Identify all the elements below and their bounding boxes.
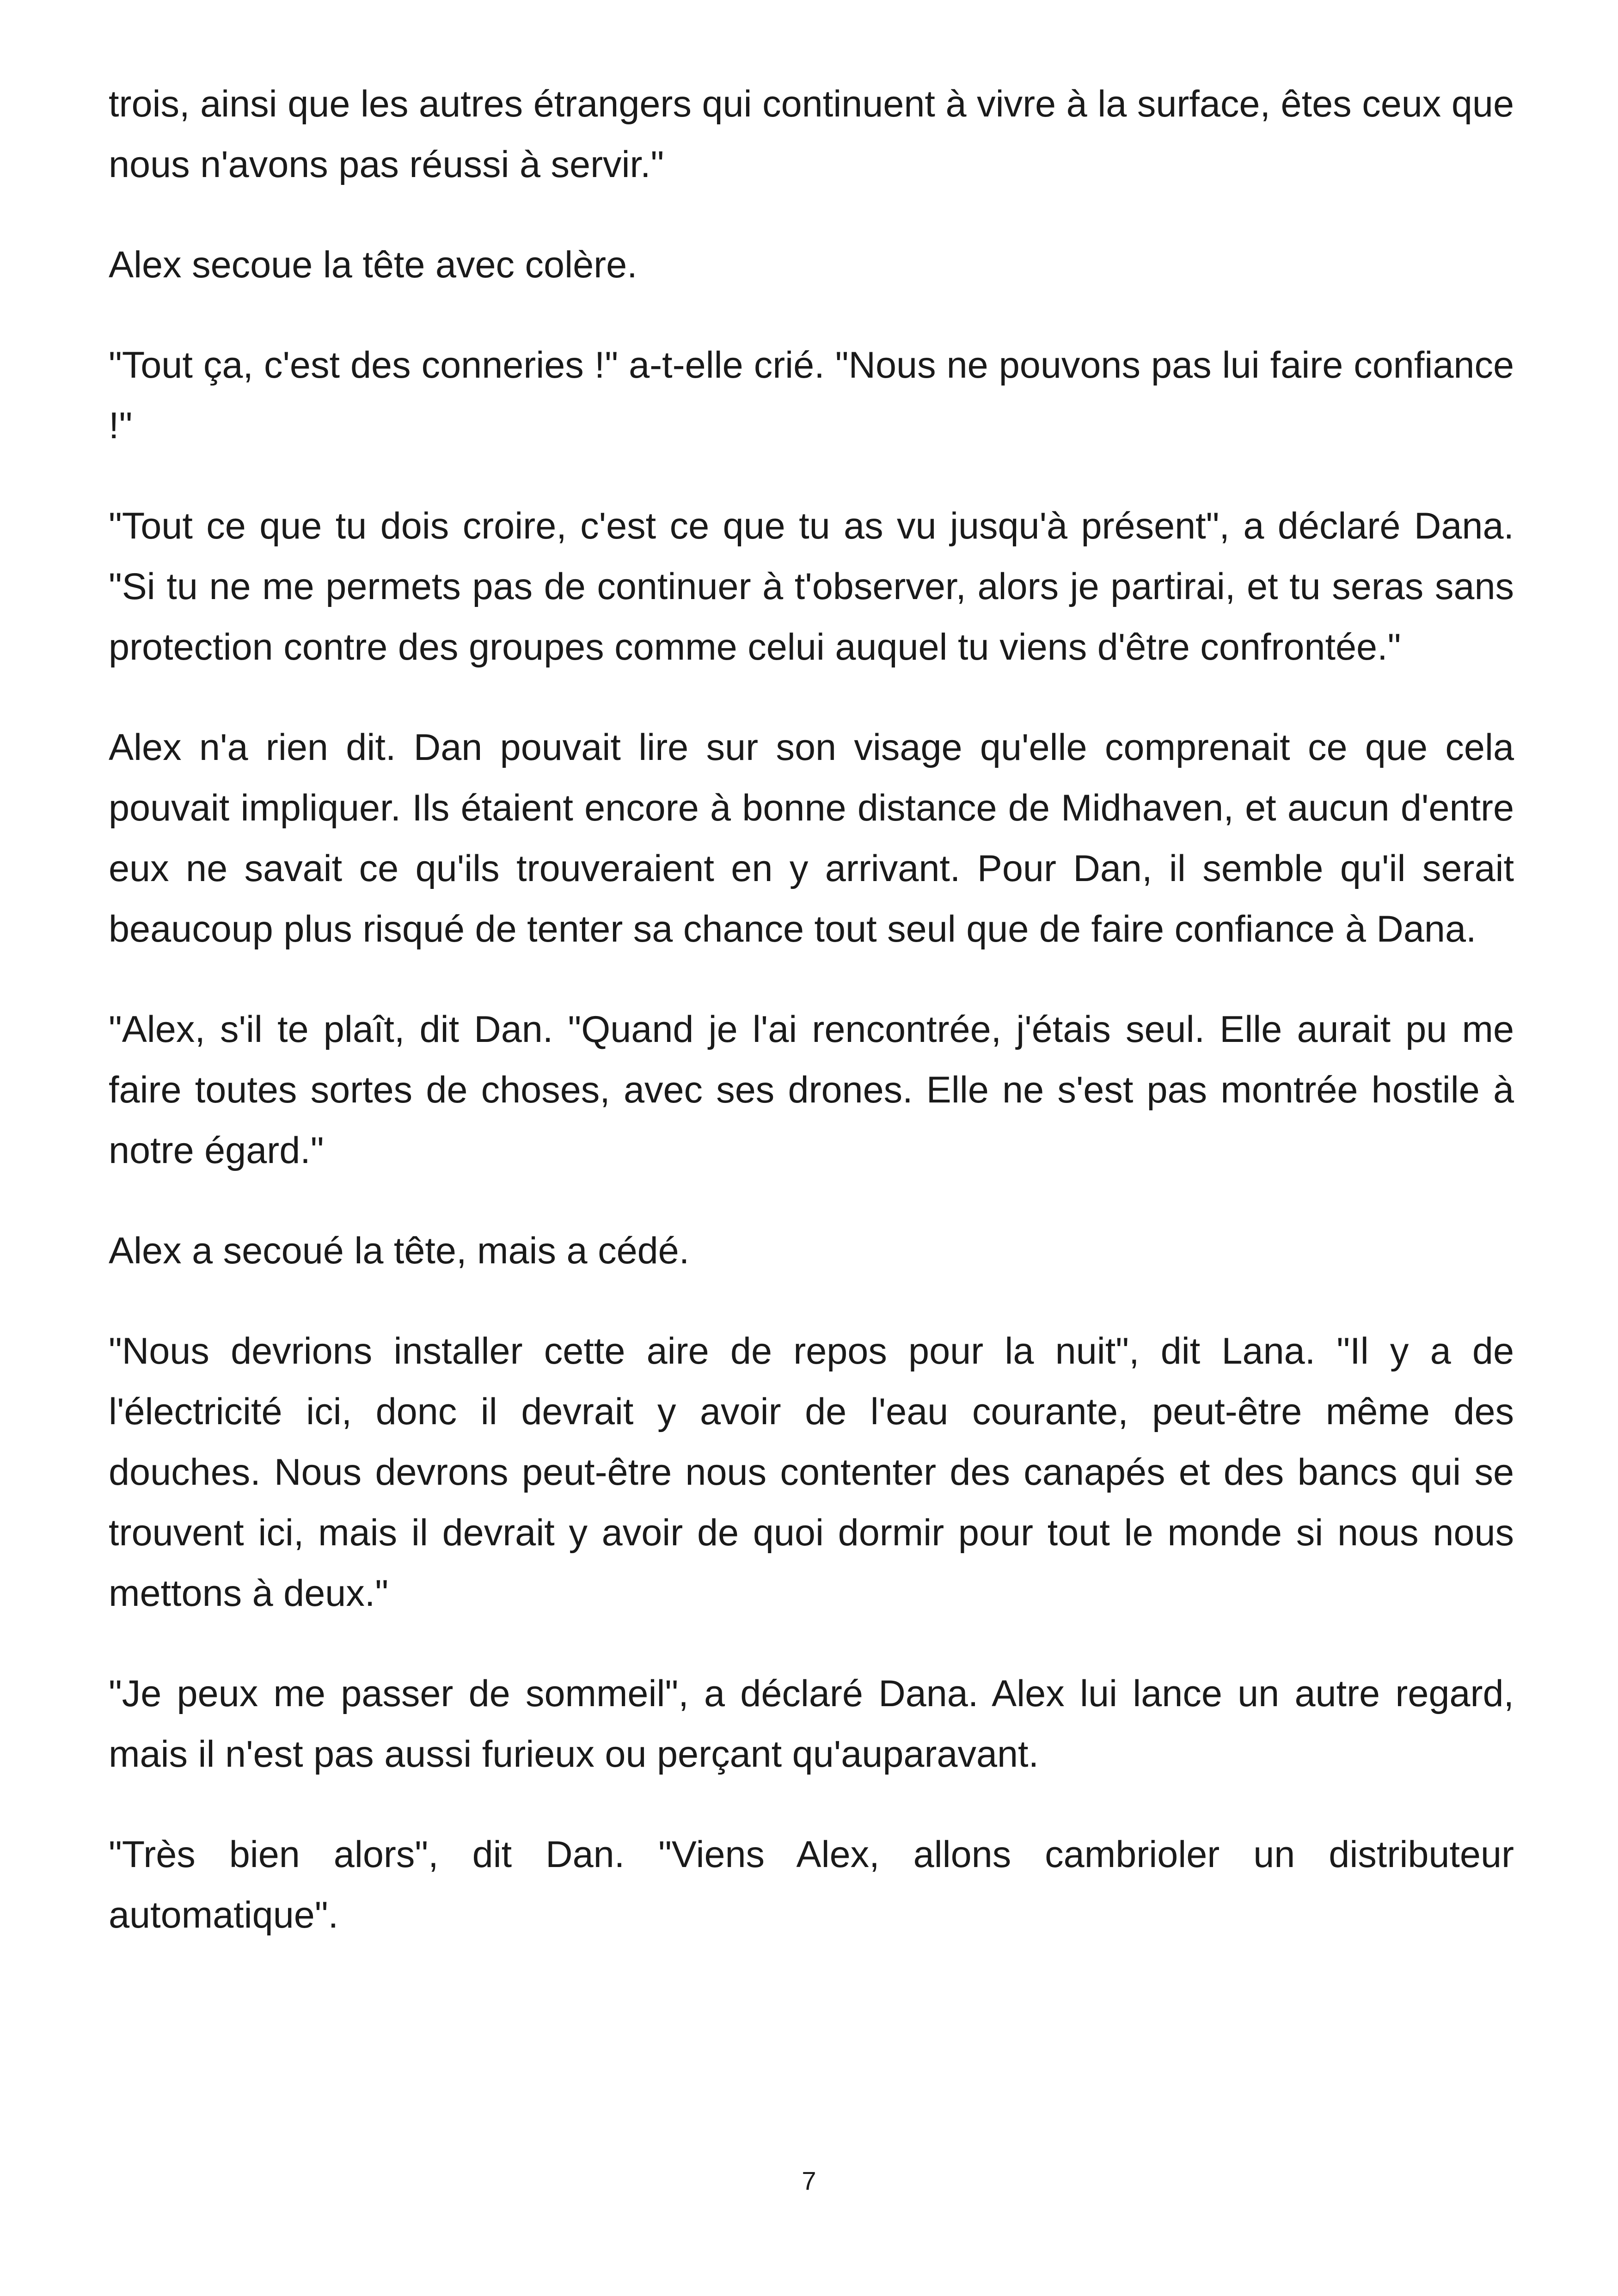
- paragraph: Alex secoue la tête avec colère.: [109, 244, 637, 286]
- paragraph: "Je peux me passer de sommeil", a déclaré Dana. Alex lui lance un autre regard, mais il n'est pas aussi furieux ou perçant qu'auparavant.: [109, 1673, 1514, 1775]
- paragraph: "Nous devrions installer cette aire de repos pour la nuit", dit Lana. "Il y a de l'électricité ici, donc il devrait y avoir de l'eau courante, peut-être même des douches. Nous devrons peut-être nous contenter des canapés et des bancs qui se trouvent ici, mais il devrait y avoir de quoi dormir pour tout le monde si nous nous mettons à deux.": [109, 1330, 1514, 1614]
- paragraph: Alex a secoué la tête, mais a cédé.: [109, 1230, 690, 1272]
- paragraph: "Alex, s'il te plaît, dit Dan. "Quand je l'ai rencontrée, j'étais seul. Elle aurait pu me faire toutes sortes de choses, avec ses drones. Elle ne s'est pas montrée hostile à notre égard.": [109, 1009, 1514, 1171]
- paragraph: "Très bien alors", dit Dan. "Viens Alex, allons cambrioler un distributeur automatique".: [109, 1834, 1514, 1936]
- paragraph: "Tout ce que tu dois croire, c'est ce que tu as vu jusqu'à présent", a déclaré Dana. "Si tu ne me permets pas de continuer à t'observer, alors je partirai, et tu seras sans protection contre des groupes comme celui auquel tu viens d'être confrontée.": [109, 505, 1514, 668]
- page-number: 7: [802, 2166, 816, 2195]
- paragraph: Alex n'a rien dit. Dan pouvait lire sur son visage qu'elle comprenait ce que cela pouvait impliquer. Ils étaient encore à bonne distance de Midhaven, et aucun d'entre eux ne savait ce qu'ils trouveraient en y arrivant. Pour Dan, il semble qu'il serait beaucoup plus risqué de tenter sa chance tout seul que de faire confiance à Dana.: [109, 727, 1514, 950]
- paragraph: trois, ainsi que les autres étrangers qui continuent à vivre à la surface, êtes ceux que nous n'avons pas réussi à servir.": [109, 83, 1514, 185]
- body-text: [109, 74, 1514, 1946]
- paragraph: "Tout ça, c'est des conneries !" a-t-elle crié. "Nous ne pouvons pas lui faire confiance !": [109, 344, 1514, 447]
